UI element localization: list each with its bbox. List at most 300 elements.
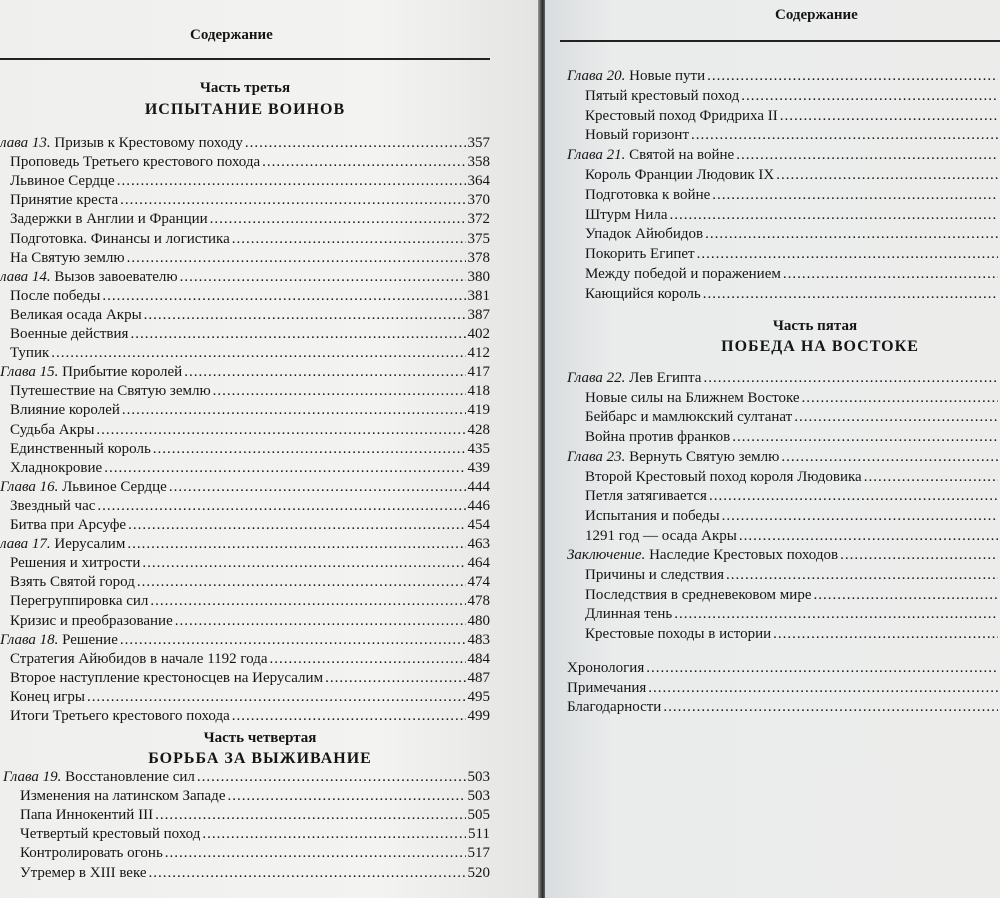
running-head-right: Содержание bbox=[775, 7, 858, 23]
toc-entry-label bbox=[585, 126, 689, 144]
toc-entry bbox=[10, 287, 490, 306]
toc-entry-title: Покорить Египет bbox=[585, 246, 695, 263]
dot-leader bbox=[213, 382, 466, 400]
toc-entry-label bbox=[585, 87, 739, 105]
toc-entry-title: Бейбарс и мамлюкский султанат bbox=[585, 409, 793, 426]
dot-leader bbox=[128, 516, 465, 534]
toc-entry-label bbox=[10, 249, 125, 267]
toc-entry-label bbox=[10, 325, 128, 343]
toc-entry-label bbox=[585, 186, 710, 204]
page-number: 370 bbox=[467, 192, 490, 209]
chapter-number: Глава 15. bbox=[0, 364, 59, 381]
dot-leader bbox=[210, 210, 466, 228]
toc-entry-label bbox=[567, 146, 734, 164]
toc-entry-title: Итоги Третьего крестового похода bbox=[10, 708, 230, 724]
toc-entry-label bbox=[10, 287, 100, 305]
toc-entry-label bbox=[585, 625, 771, 643]
toc-entry bbox=[585, 625, 1000, 644]
toc-chapter-entry bbox=[567, 659, 1000, 678]
toc-entry-label bbox=[20, 806, 153, 824]
toc-entry-title: Святой на войне bbox=[629, 147, 735, 164]
toc-entry-label bbox=[567, 448, 779, 466]
toc-entry-title: Вызов завоевателю bbox=[54, 268, 178, 285]
dot-leader bbox=[96, 421, 465, 439]
dot-leader bbox=[691, 126, 998, 144]
toc-entry-label bbox=[0, 631, 118, 649]
dot-leader bbox=[155, 806, 465, 824]
toc-entry bbox=[10, 573, 490, 592]
toc-chapter-entry bbox=[0, 631, 490, 650]
toc-entry-label bbox=[10, 344, 49, 362]
toc-entry bbox=[20, 844, 490, 863]
dot-leader bbox=[180, 268, 466, 286]
toc-entry-title: Наследие Крестовых походов bbox=[649, 547, 839, 564]
toc-chapter-entry bbox=[0, 535, 490, 554]
toc-entry bbox=[585, 408, 1000, 427]
toc-entry-title: Проповедь Третьего крестового похода bbox=[10, 154, 261, 171]
page-number: 463 bbox=[467, 536, 490, 553]
dot-leader bbox=[232, 707, 466, 725]
toc-entry-title: Новые пути bbox=[629, 68, 706, 84]
toc-entry-title: Утремер в XIII веке bbox=[20, 864, 147, 881]
dot-leader bbox=[262, 153, 465, 171]
page-number: 446 bbox=[467, 497, 490, 514]
toc-chapter-entry bbox=[567, 679, 1000, 698]
toc-entry bbox=[585, 487, 1000, 506]
toc-entry bbox=[10, 306, 490, 325]
page-number: 499 bbox=[467, 708, 490, 724]
dot-leader bbox=[97, 497, 465, 515]
dot-leader bbox=[722, 507, 998, 525]
toc-entry bbox=[10, 554, 490, 573]
toc-entry-title: Решения и хитрости bbox=[10, 555, 141, 572]
toc-entry-label bbox=[585, 389, 800, 407]
dot-leader bbox=[840, 546, 998, 564]
toc-chapter-entry bbox=[0, 134, 490, 153]
toc-entry-title: Лев Египта bbox=[629, 370, 702, 386]
toc-entry-label bbox=[10, 516, 126, 534]
toc-entry-label bbox=[10, 669, 323, 687]
toc-entry bbox=[585, 428, 1000, 447]
toc-entry bbox=[585, 389, 1000, 408]
toc-entry-title: Перегруппировка сил bbox=[10, 593, 149, 610]
toc-entry-label bbox=[10, 612, 173, 630]
dot-leader bbox=[127, 249, 466, 267]
page-number: 412 bbox=[467, 345, 490, 362]
toc-entry-label bbox=[10, 650, 268, 668]
toc-entry bbox=[585, 468, 1000, 487]
chapter-number: лава 13. bbox=[0, 135, 51, 151]
toc-entry-label bbox=[10, 401, 120, 419]
toc-entry-title: Контролировать огонь bbox=[20, 845, 163, 862]
toc-entry-title: Второй Крестовый поход короля Людовика bbox=[585, 468, 862, 485]
toc-entry-label bbox=[10, 191, 118, 209]
page-number: 484 bbox=[467, 650, 490, 667]
toc-entry-title: Штурм Нила bbox=[585, 206, 668, 223]
chapter-number: Глава 18. bbox=[0, 631, 59, 648]
toc-entry-title: Четвертый крестовый поход bbox=[20, 826, 201, 843]
toc-entry bbox=[10, 497, 490, 516]
dot-leader bbox=[202, 825, 466, 843]
toc-entry-label bbox=[567, 679, 646, 697]
chapter-number: Заключение. bbox=[567, 547, 646, 564]
toc-entry-label bbox=[10, 440, 151, 458]
toc-entry-title: Звездный час bbox=[10, 497, 96, 514]
toc-chapter-entry bbox=[567, 448, 1000, 467]
toc-entry-label bbox=[567, 659, 644, 677]
part-four-title: БОРЬБА ЗА ВЫЖИВАНИЕ bbox=[148, 750, 372, 767]
toc-entry-label bbox=[585, 245, 695, 263]
part-five-title: ПОБЕДА НА ВОСТОКЕ bbox=[721, 338, 919, 355]
toc-entry-label bbox=[585, 408, 792, 426]
dot-leader bbox=[117, 172, 466, 190]
page-number: 474 bbox=[467, 574, 490, 591]
toc-entry bbox=[10, 153, 490, 172]
right-page bbox=[545, 0, 1000, 898]
toc-entry-label bbox=[585, 428, 730, 446]
toc-chapter-entry bbox=[0, 363, 490, 382]
dot-leader bbox=[794, 408, 998, 426]
toc-entry-title: Новые силы на Ближнем Востоке bbox=[585, 389, 800, 406]
toc-entry-label bbox=[20, 825, 200, 843]
toc-entry-label bbox=[10, 459, 102, 477]
toc-entry-label bbox=[585, 225, 703, 243]
toc-entry bbox=[585, 166, 1000, 185]
toc-entry-label bbox=[567, 369, 701, 387]
dot-leader bbox=[707, 67, 998, 85]
toc-entry bbox=[585, 586, 1000, 605]
toc-entry-title: Путешествие на Святую землю bbox=[10, 383, 211, 400]
toc-entry-label bbox=[0, 268, 178, 286]
toc-entry bbox=[10, 688, 490, 707]
toc-chapter-entry bbox=[567, 546, 1000, 565]
toc-entry-title: Между победой и поражением bbox=[585, 266, 781, 282]
toc-entry-label bbox=[0, 478, 167, 496]
page-number: 511 bbox=[468, 826, 490, 843]
page-number: 454 bbox=[467, 517, 490, 533]
chapter-number: Глава 21. bbox=[567, 147, 626, 164]
page-number: 357 bbox=[467, 135, 490, 151]
toc-entry bbox=[10, 172, 490, 191]
dot-leader bbox=[120, 191, 465, 209]
chapter-number: Глава 23. bbox=[567, 448, 626, 465]
page-number: 464 bbox=[467, 555, 490, 572]
dot-leader bbox=[142, 554, 465, 572]
toc-entry-title: Призыв к Крестовому походу bbox=[54, 135, 243, 151]
toc-entry-label bbox=[585, 507, 720, 525]
toc-entry bbox=[585, 126, 1000, 145]
dot-leader bbox=[703, 285, 998, 303]
toc-entry-title: Единственный король bbox=[10, 440, 151, 457]
toc-entry-title: Папа Иннокентий III bbox=[20, 807, 154, 824]
toc-entry-label bbox=[585, 166, 774, 184]
toc-entry-title: Крестовые походы в истории bbox=[585, 626, 772, 643]
toc-entry bbox=[10, 650, 490, 669]
toc-entry-title: Упадок Айюбидов bbox=[585, 226, 704, 243]
toc-entry-title: Принятие креста bbox=[10, 192, 119, 209]
toc-entry bbox=[10, 592, 490, 611]
toc-entry-title: Великая осада Акры bbox=[10, 306, 142, 323]
toc-entry-label bbox=[585, 566, 724, 584]
toc-entry-title: На Святую землю bbox=[10, 249, 125, 266]
page-number: 387 bbox=[467, 306, 490, 323]
toc-entry bbox=[585, 107, 1000, 126]
dot-leader bbox=[150, 592, 465, 610]
toc-entry-label bbox=[20, 844, 163, 862]
toc-entry-label bbox=[10, 230, 230, 248]
toc-entry bbox=[585, 245, 1000, 264]
toc-entry-title: Взять Святой город bbox=[10, 574, 135, 591]
toc-entry bbox=[10, 210, 490, 229]
toc-entry-label bbox=[10, 554, 140, 572]
toc-entry-title: Последствия в средневековом мире bbox=[585, 586, 812, 603]
toc-entry-label bbox=[10, 172, 115, 190]
dot-leader bbox=[122, 401, 466, 419]
dot-leader bbox=[102, 287, 465, 305]
toc-entry-label bbox=[10, 153, 260, 171]
toc-entry-title: 1291 год — осада Акры bbox=[585, 527, 737, 544]
page-number: 375 bbox=[467, 230, 490, 247]
page-number: 419 bbox=[467, 402, 490, 419]
toc-entry-title: Король Франции Людовик IX bbox=[585, 167, 775, 183]
toc-entry-title: Судьба Акры bbox=[10, 421, 95, 438]
page-number: 435 bbox=[467, 440, 490, 457]
page-number: 503 bbox=[467, 788, 490, 805]
toc-chapter-entry bbox=[567, 369, 1000, 388]
toc-entry-title: Тупик bbox=[10, 345, 50, 362]
toc-entry-title: Львиное Сердце bbox=[10, 173, 115, 190]
toc-entry bbox=[10, 230, 490, 249]
toc-entry bbox=[585, 87, 1000, 106]
toc-entry-label bbox=[585, 527, 737, 545]
toc-entry bbox=[585, 507, 1000, 526]
toc-entry-title: Благодарности bbox=[567, 699, 662, 715]
toc-entry bbox=[10, 459, 490, 478]
toc-entry-title: Подготовка к войне bbox=[585, 186, 711, 203]
page-number: 520 bbox=[467, 864, 490, 881]
toc-entry bbox=[20, 825, 490, 844]
page-number: 495 bbox=[467, 688, 490, 705]
dot-leader bbox=[780, 107, 998, 125]
toc-entry bbox=[10, 325, 490, 344]
toc-entry-label bbox=[0, 134, 243, 152]
toc-entry-title: Война против франков bbox=[585, 429, 731, 446]
toc-entry-title: Влияние королей bbox=[10, 402, 120, 419]
toc-entry bbox=[10, 669, 490, 688]
dot-leader bbox=[325, 669, 465, 687]
dot-leader bbox=[646, 659, 998, 677]
page-number: 358 bbox=[467, 154, 490, 171]
toc-entry bbox=[585, 265, 1000, 284]
toc-chapter-entry bbox=[567, 67, 1000, 86]
toc-entry-label bbox=[585, 487, 707, 505]
toc-entry-label bbox=[567, 67, 705, 85]
toc-entry bbox=[20, 787, 490, 806]
toc-entry-title: Новый горизонт bbox=[585, 127, 689, 144]
page-number: 381 bbox=[467, 287, 490, 304]
dot-leader bbox=[709, 487, 998, 505]
toc-entry-title: Кающийся король bbox=[585, 285, 701, 302]
toc-entry bbox=[10, 344, 490, 363]
toc-entry-label bbox=[10, 382, 211, 400]
toc-entry bbox=[10, 707, 490, 726]
dot-leader bbox=[227, 787, 465, 805]
toc-entry bbox=[10, 612, 490, 631]
chapter-number: Глава 16. bbox=[0, 478, 59, 495]
toc-entry-title: Пятый крестовый поход bbox=[585, 87, 740, 104]
toc-entry-label bbox=[0, 535, 125, 553]
dot-leader bbox=[232, 230, 466, 248]
dot-leader bbox=[674, 605, 998, 623]
dot-leader bbox=[130, 325, 465, 343]
toc-entry bbox=[10, 191, 490, 210]
page-number: 418 bbox=[467, 383, 490, 400]
toc-entry bbox=[20, 806, 490, 825]
toc-chapter-entry bbox=[3, 768, 490, 787]
toc-entry-title: Львиное Сердце bbox=[62, 478, 167, 495]
dot-leader bbox=[175, 612, 466, 630]
header-rule-right bbox=[560, 40, 1000, 42]
dot-leader bbox=[705, 225, 998, 243]
page-number: 364 bbox=[467, 173, 490, 190]
toc-entry-title: Примечания bbox=[567, 679, 647, 696]
page-number: 428 bbox=[467, 421, 490, 438]
toc-entry bbox=[20, 864, 490, 883]
page-number: 517 bbox=[467, 845, 490, 862]
toc-entry-title: Решение bbox=[62, 631, 118, 648]
toc-chapter-entry bbox=[0, 478, 490, 497]
dot-leader bbox=[648, 679, 998, 697]
part-three-title: ИСПЫТАНИЕ ВОИНОВ bbox=[144, 101, 346, 118]
toc-entry-label bbox=[3, 768, 195, 786]
page-number: 380 bbox=[467, 268, 490, 285]
dot-leader bbox=[87, 688, 466, 706]
toc-entry-title: Вернуть Святую землю bbox=[629, 448, 780, 465]
toc-entry-title: Иерусалим bbox=[54, 536, 126, 553]
dot-leader bbox=[127, 535, 465, 553]
toc-entry-label bbox=[10, 210, 208, 228]
chapter-number: Глава 20. bbox=[567, 68, 626, 84]
toc-entry-title: Прибытие королей bbox=[62, 364, 183, 381]
dot-leader bbox=[169, 478, 466, 496]
chapter-number: лава 14. bbox=[0, 268, 51, 285]
toc-entry-title: Крестовый поход Фридриха II bbox=[585, 107, 778, 124]
toc-entry-title: Подготовка. Финансы и логистика bbox=[10, 230, 230, 247]
toc-entry-title: Петля затягивается bbox=[585, 488, 707, 505]
toc-entry bbox=[585, 206, 1000, 225]
part-three-label: Часть третья bbox=[199, 80, 291, 96]
page-number: 402 bbox=[467, 326, 490, 342]
dot-leader bbox=[245, 134, 466, 152]
toc-entry bbox=[585, 186, 1000, 205]
toc-entry-label bbox=[0, 363, 182, 381]
toc-entry bbox=[10, 440, 490, 459]
page-number: 417 bbox=[467, 364, 490, 381]
toc-entry-title: Изменения на латинском Западе bbox=[20, 788, 226, 805]
toc-entry-title: Второе наступление крестоносцев на Иерусалим bbox=[10, 669, 324, 686]
dot-leader bbox=[697, 245, 998, 263]
dot-leader bbox=[165, 844, 466, 862]
toc-entry-label bbox=[10, 497, 95, 515]
page-number: 378 bbox=[467, 249, 490, 266]
running-head-left: Содержание bbox=[190, 27, 273, 43]
dot-leader bbox=[739, 527, 998, 545]
dot-leader bbox=[51, 344, 465, 362]
toc-entry-label bbox=[10, 707, 230, 725]
toc-entry-title: Конец игры bbox=[10, 688, 85, 705]
dot-leader bbox=[726, 566, 998, 584]
toc-entry-label bbox=[20, 864, 147, 882]
toc-entry-title: Задержки в Англии и Франции bbox=[10, 211, 208, 228]
page-number: 480 bbox=[467, 612, 490, 629]
toc-entry-label bbox=[585, 107, 778, 125]
toc-entry bbox=[10, 421, 490, 440]
toc-chapter-entry bbox=[567, 698, 1000, 717]
toc-entry-label bbox=[10, 421, 94, 439]
toc-entry bbox=[10, 401, 490, 420]
toc-entry-label bbox=[585, 468, 862, 486]
toc-entry-title: Причины и следствия bbox=[585, 567, 725, 583]
toc-entry-label bbox=[585, 265, 781, 283]
chapter-number: Глава 22. bbox=[567, 370, 626, 386]
toc-entry bbox=[585, 566, 1000, 585]
toc-entry bbox=[10, 249, 490, 268]
toc-entry-title: Испытания и победы bbox=[585, 507, 720, 524]
page-number: 444 bbox=[467, 478, 490, 495]
toc-entry-label bbox=[585, 605, 672, 623]
toc-entry-label bbox=[567, 698, 661, 716]
part-five-label: Часть пятая bbox=[772, 318, 858, 334]
page-number: 483 bbox=[467, 631, 490, 648]
dot-leader bbox=[802, 389, 998, 407]
toc-entry-label bbox=[20, 787, 225, 805]
toc-entry-title: Военные действия bbox=[10, 326, 129, 342]
toc-entry-title: Стратегия Айюбидов в начале 1192 года bbox=[10, 650, 268, 667]
toc-entry-title: Хронология bbox=[567, 660, 645, 676]
toc-entry-title: После победы bbox=[10, 287, 101, 304]
toc-chapter-entry bbox=[0, 268, 490, 287]
dot-leader bbox=[144, 306, 466, 324]
dot-leader bbox=[736, 146, 998, 164]
dot-leader bbox=[813, 586, 998, 604]
dot-leader bbox=[773, 625, 998, 643]
page-number: 372 bbox=[467, 211, 490, 228]
part-four-label: Часть четвертая bbox=[203, 730, 317, 746]
dot-leader bbox=[776, 166, 998, 184]
toc-entry bbox=[585, 285, 1000, 304]
toc-entry-label bbox=[585, 206, 668, 224]
dot-leader bbox=[864, 468, 998, 486]
page-number: 439 bbox=[467, 459, 490, 476]
toc-entry-label bbox=[10, 688, 85, 706]
dot-leader bbox=[270, 650, 466, 668]
dot-leader bbox=[741, 87, 998, 105]
header-rule-left bbox=[0, 58, 490, 60]
toc-entry-label bbox=[10, 592, 148, 610]
page-number: 478 bbox=[467, 593, 490, 610]
toc-entry bbox=[585, 225, 1000, 244]
toc-entry-label bbox=[585, 586, 811, 604]
chapter-number: Глава 19. bbox=[3, 769, 62, 785]
dot-leader bbox=[670, 206, 998, 224]
page-number: 505 bbox=[467, 807, 490, 824]
dot-leader bbox=[712, 186, 998, 204]
toc-entry-title: Восстановление сил bbox=[65, 769, 195, 785]
dot-leader bbox=[783, 265, 998, 283]
page-number: 503 bbox=[467, 769, 490, 785]
toc-entry bbox=[585, 605, 1000, 624]
dot-leader bbox=[137, 573, 466, 591]
